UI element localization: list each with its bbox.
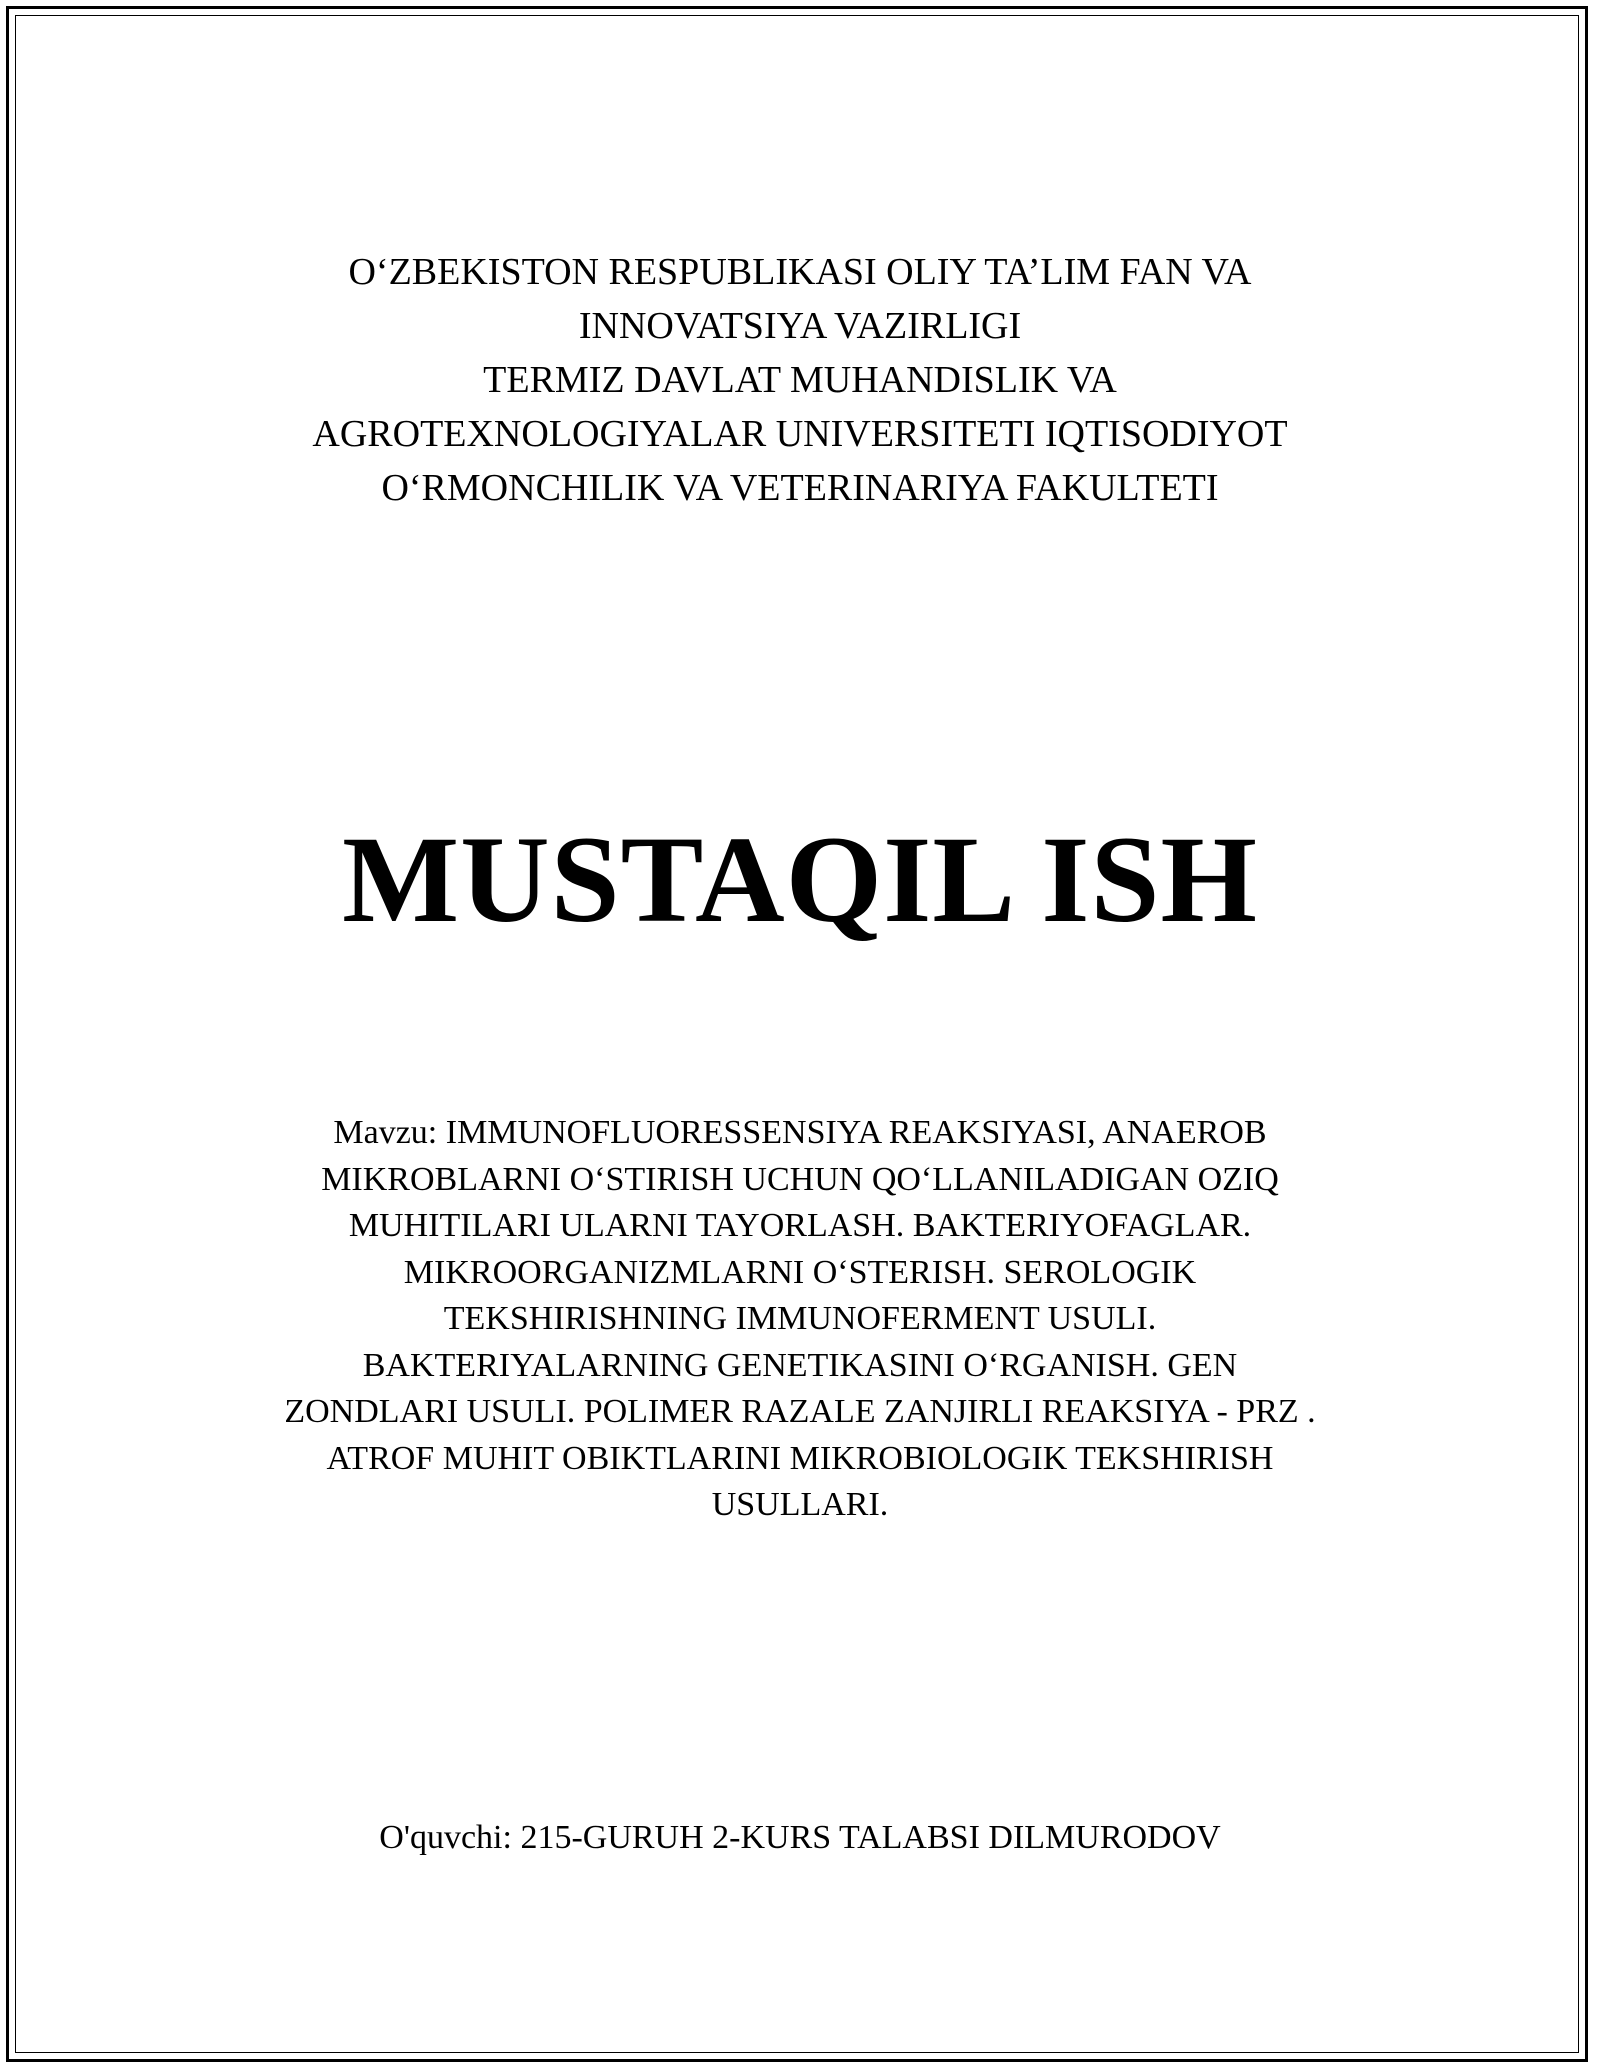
header-line: O‘RMONCHILIK VA VETERINARIYA FAKULTETI: [381, 467, 1219, 509]
institution-header: [0, 245, 1600, 515]
header-line: INNOVATSIYA VAZIRLIGI: [578, 305, 1022, 347]
topic-line: USULLARI.: [711, 1486, 889, 1523]
topic-line: ZONDLARI USULI. POLIMER RAZALE ZANJIRLI REAKSIYA - PRZ .: [284, 1393, 1316, 1430]
header-line: O‘ZBEKISTON RESPUBLIKASI OLIY TA’LIM FAN VA: [348, 251, 1252, 293]
topic-block: [0, 1110, 1600, 1529]
document-title: MUSTAQIL ISH: [342, 811, 1258, 948]
topic-line: MIKROORGANIZMLARNI O‘STERISH. SEROLOGIK: [403, 1253, 1197, 1291]
topic-line: MUHITILARI ULARNI TAYORLASH. BAKTERIYOFAGLAR.: [348, 1207, 1252, 1244]
header-line: AGROTEXNOLOGIYALAR UNIVERSITETI IQTISODIYOT: [312, 413, 1288, 455]
header-line: TERMIZ DAVLAT MUHANDISLIK VA: [483, 359, 1117, 401]
topic-line: TEKSHIRISHNING IMMUNOFERMENT USULI.: [443, 1300, 1157, 1337]
topic-line: BAKTERIYALARNING GENETIKASINI O‘RGANISH. GEN: [362, 1346, 1238, 1384]
student-info: O'quvchi: 215-GURUH 2-KURS TALABSI DILMURODOV: [379, 1819, 1221, 1856]
topic-line: MIKROBLARNI O‘STIRISH UCHUN QO‘LLANILADIGAN OZIQ: [321, 1160, 1279, 1198]
topic-line: ATROF MUHIT OBIKTLARINI MIKROBIOLOGIK TEKSHIRISH: [326, 1439, 1274, 1477]
topic-line: Mavzu: IMMUNOFLUORESSENSIYA REAKSIYASI, ANAEROB: [333, 1114, 1267, 1151]
